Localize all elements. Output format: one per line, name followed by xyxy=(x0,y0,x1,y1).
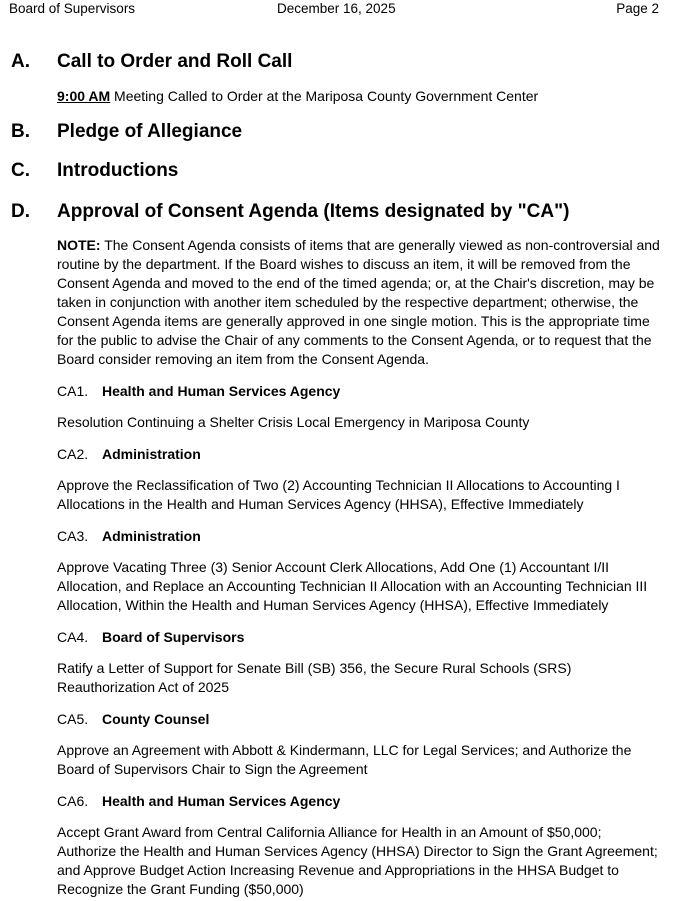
consent-agenda-note xyxy=(57,236,662,369)
section-title: Call to Order and Roll Call xyxy=(57,51,293,72)
consent-item-description: Accept Grant Award from Central California Alliance for Health in an Amount of $50,000; Authorize the Health and Human Services Agency (HHSA) Director to Sign the Grant Agreement; and Approve Budget Action Increasing Revenue and Appropriations in the HHSA Budget to Recognize the Grant Funding ($50,000) xyxy=(57,824,658,897)
meeting-time: 9:00 AM xyxy=(57,88,111,104)
consent-item-heading xyxy=(57,793,340,809)
note-text: The Consent Agenda consists of items that are generally viewed as non-controversial and routine by the department. If the Board wishes to discuss an item, it will be removed from the Consent Agenda and moved to the end of the timed agenda; or, at the Chair's discretion, may be taken in conjunction with another item scheduled by the respective department; otherwise, the Consent Agenda items are generally approved in one single motion. This is the appropriate time for the public to advise the Chair of any comments to the Consent Agenda, or to request that the Board consider removing an item from the Consent Agenda. xyxy=(57,237,660,367)
consent-item-description: Approve the Reclassification of Two (2) Accounting Technician II Allocations to Accounting I Allocations in the Health and Human Services Agency (HHSA), Effective Immediately xyxy=(57,477,620,512)
item-department: Health and Human Services Agency xyxy=(102,793,341,809)
consent-item-heading xyxy=(57,629,244,645)
item-number: CA4. xyxy=(57,629,89,645)
call-to-order-text: Meeting Called to Order at the Mariposa County Government Center xyxy=(110,88,539,104)
section-letter: A. xyxy=(11,51,30,72)
item-department: Administration xyxy=(102,528,201,544)
section-letter: C. xyxy=(11,160,30,181)
item-number: CA1. xyxy=(57,383,89,399)
item-department: Board of Supervisors xyxy=(102,629,245,645)
section-title: Introductions xyxy=(57,160,179,181)
consent-item-heading xyxy=(57,528,201,544)
item-number: CA5. xyxy=(57,711,89,727)
consent-item-description: Ratify a Letter of Support for Senate Bill (SB) 356, the Secure Rural Schools (SRS) Reauthorization Act of 2025 xyxy=(57,660,572,695)
consent-item-description: Approve Vacating Three (3) Senior Account Clerk Allocations, Add One (1) Accountant I/II Allocation, and Replace an Accounting Technician II Allocation with an Accounting Technician III Allocation, Within the Health and Human Services Agency (HHSA), Effective Immediately xyxy=(57,559,648,613)
section-letter: D. xyxy=(11,201,30,222)
item-number: CA2. xyxy=(57,446,89,462)
header-date: December 16, 2025 xyxy=(277,1,396,16)
note-label: NOTE: xyxy=(57,237,101,253)
item-department: County Counsel xyxy=(102,711,210,727)
call-to-order-line xyxy=(57,87,662,106)
section-title: Pledge of Allegiance xyxy=(57,121,243,142)
item-department: Health and Human Services Agency xyxy=(102,383,341,399)
item-number: CA6. xyxy=(57,793,89,809)
section-letter: B. xyxy=(11,121,30,142)
page-header xyxy=(0,1,680,21)
consent-item-heading xyxy=(57,711,209,727)
consent-item-heading xyxy=(57,383,340,399)
consent-item-description: Approve an Agreement with Abbott & Kindermann, LLC for Legal Services; and Authorize the Board of Supervisors Chair to Sign the Agreement xyxy=(57,742,632,777)
item-department: Administration xyxy=(102,446,201,462)
item-number: CA3. xyxy=(57,528,89,544)
consent-item-description: Resolution Continuing a Shelter Crisis Local Emergency in Mariposa County xyxy=(57,414,530,430)
header-page-number: Page 2 xyxy=(616,1,659,16)
section-title: Approval of Consent Agenda (Items designated by "CA") xyxy=(57,201,570,222)
header-board-name: Board of Supervisors xyxy=(9,1,136,16)
consent-item-heading xyxy=(57,446,201,462)
